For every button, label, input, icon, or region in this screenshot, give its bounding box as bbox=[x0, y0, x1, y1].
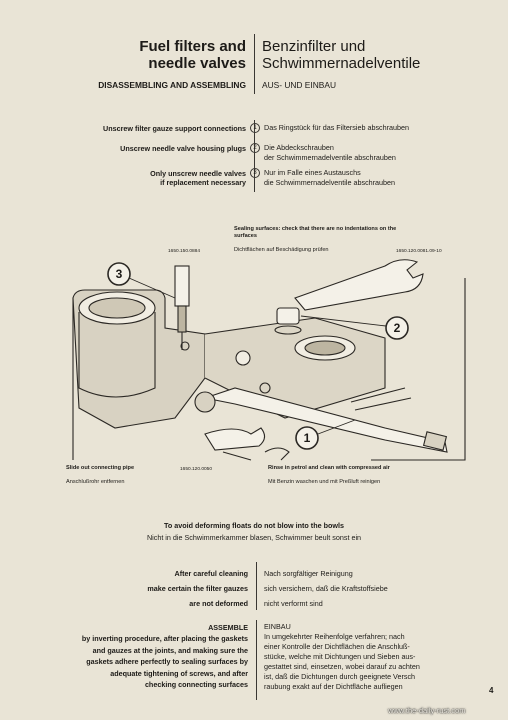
step-1-de-line: Das Ringstück für das Filtersieb abschrauben bbox=[264, 123, 410, 132]
step-1-number: 1 bbox=[250, 123, 260, 133]
assemble-en-line4: adequate tightening of screws, and after bbox=[110, 668, 248, 678]
left-caption-de: Anschlußrohr entfernen bbox=[66, 479, 125, 485]
cleaning-de bbox=[264, 566, 494, 611]
assemble-en-line1: by inverting procedure, after placing the gaskets bbox=[81, 634, 248, 644]
right-caption-de: Mit Benzin waschen und mit Preßluft reinigen bbox=[268, 479, 381, 485]
wrench-lower-left bbox=[205, 428, 265, 450]
assemble-de-line4: gestattet sind, einsetzen, wobei darauf zu achten bbox=[264, 662, 420, 671]
step-1-en bbox=[6, 124, 246, 133]
cleaning-en-line1: After careful cleaning bbox=[174, 569, 248, 578]
step-2-de bbox=[250, 143, 490, 163]
cleaning-de-line2: sich versichern, daß die Kraftstoffsiebe bbox=[264, 584, 388, 593]
step-2-en-line: Unscrew needle valve housing plugs bbox=[120, 144, 246, 153]
right-caption-en: Rinse in petrol and clean with compressed air bbox=[268, 465, 390, 471]
column-divider-top bbox=[254, 34, 255, 94]
assemble-en bbox=[8, 622, 248, 690]
assemble-de-heading: EINBAU bbox=[264, 622, 291, 631]
title-en-line2: needle valves bbox=[148, 55, 246, 72]
figure-sealing-en: Sealing surfaces: check that there are no indentations on the surfaces bbox=[234, 226, 397, 239]
step-3-de bbox=[250, 168, 490, 188]
floats-warning-de: Nicht in die Schwimmerkammer blasen, Schwimmer beult sonst ein bbox=[146, 533, 362, 542]
cleaning-en-line3: are not deformed bbox=[189, 599, 248, 608]
cleaning-en bbox=[28, 566, 248, 611]
title-de bbox=[262, 38, 482, 72]
cleaning-de-line3: nicht verformt sind bbox=[264, 599, 323, 608]
housing-plug bbox=[277, 308, 299, 324]
step-3-en-line2: if replacement necessary bbox=[160, 178, 246, 188]
assemble-de-line6: raubung exakt auf der Dichtfläche aufliegen bbox=[264, 682, 403, 691]
assemble-en-line5: checking connecting surfaces bbox=[144, 680, 248, 690]
carburettor-illustration bbox=[55, 238, 475, 466]
needle-valve-part bbox=[175, 266, 189, 306]
assemble-de-line2: einer Kontrolle der Dichtflächen die Anschluß- bbox=[264, 642, 410, 651]
figure-ref-left: 1650.150.0884 bbox=[168, 249, 201, 254]
step-3-en-line1: Only unscrew needle valves bbox=[150, 169, 246, 178]
step-1-en-line: Unscrew filter gauze support connections bbox=[103, 124, 246, 133]
step-2-de-line2: der Schwimmernadelventile abschrauben bbox=[264, 153, 396, 163]
step-3-de-line2: die Schwimmernadelventile abschrauben bbox=[264, 178, 396, 188]
column-divider-assemble bbox=[256, 620, 257, 700]
callout-1-label: 1 bbox=[303, 431, 311, 445]
step-3-de-line1: Nur im Falle eines Austauschs bbox=[264, 168, 361, 177]
step-1-de bbox=[250, 123, 490, 133]
cleaning-en-line2: make certain the filter gauzes bbox=[147, 584, 248, 593]
floats-warning-en: To avoid deforming floats do not blow into the bowls bbox=[164, 521, 344, 530]
title-en bbox=[46, 38, 246, 72]
subtitle-en: DISASSEMBLING AND ASSEMBLING bbox=[98, 80, 246, 90]
filter-support bbox=[195, 392, 215, 412]
watermark: www.the-daily-rust.com bbox=[388, 706, 466, 715]
step-2-en bbox=[6, 144, 246, 153]
cleaning-de-line1: Nach sorgfältiger Reinigung bbox=[264, 569, 353, 578]
assemble-en-heading: ASSEMBLE bbox=[208, 623, 248, 632]
figure-sealing-de: Dichtflächen auf Beschädigung prüfen bbox=[234, 247, 329, 253]
subtitle-de: AUS- UND EINBAU bbox=[262, 80, 336, 90]
step-3-number: 3 bbox=[250, 168, 260, 178]
title-de-line2: Schwimmernadelventile bbox=[262, 55, 421, 72]
page-number: 4 bbox=[489, 686, 494, 695]
left-caption-en: Slide out connecting pipe bbox=[66, 465, 135, 471]
assemble-en-line3: gaskets adhere perfectly to sealing surfaces by bbox=[86, 657, 248, 667]
figure-ref-right: 1650.120.0081.09-10 bbox=[396, 249, 442, 254]
assemble-de-line3: stücke, welche mit Dichtungen und Sieben aus- bbox=[264, 652, 416, 661]
assemble-de-line5: ist, daß die Dichtungen durch geeignete Versch bbox=[264, 672, 416, 681]
assemble-de-line1: In umgekehrter Reihenfolge verfahren; nach bbox=[264, 632, 405, 641]
callout-2-label: 2 bbox=[393, 321, 401, 335]
step-3-en bbox=[6, 169, 246, 188]
assemble-en-line2: and gauzes at the joints, and making sure the bbox=[92, 645, 248, 655]
step-2-number: 2 bbox=[250, 143, 260, 153]
step-2-de-line1: Die Abdeckschrauben bbox=[264, 143, 334, 152]
title-en-line1: Fuel filters and bbox=[139, 38, 246, 55]
column-divider-cleaning bbox=[256, 562, 257, 610]
assemble-de bbox=[264, 622, 474, 692]
figure-ref-bottom: 1650.120.0050 bbox=[180, 467, 213, 472]
callout-3-label: 3 bbox=[115, 267, 123, 281]
wrench-upper bbox=[295, 260, 423, 310]
title-de-line1: Benzinfilter und bbox=[262, 38, 366, 55]
